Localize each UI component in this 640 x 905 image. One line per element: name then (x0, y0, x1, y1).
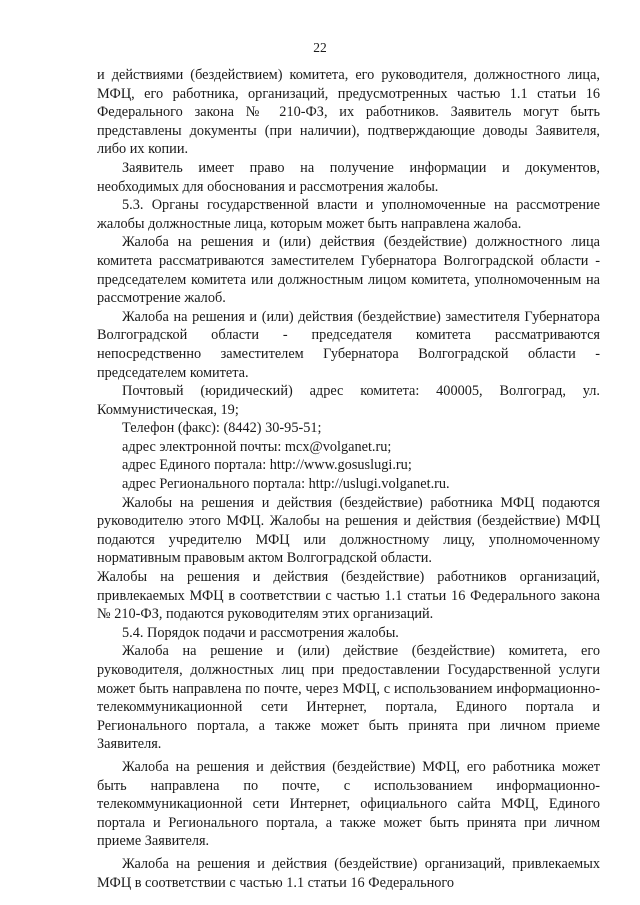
paragraph-section-5-4: 5.4. Порядок подачи и рассмотрения жалобы. (122, 624, 399, 641)
paragraph-submission-channels-committee: Жалоба на решение и (или) действие (бездействие) комитета, его руководителя, должностных лиц при предоставлении Государственной услуги может быть направлена по почте, через МФЦ, с использованием информационно-телекоммуникационной сети Интернет, портала, Единого портала и Регионального портала, а также может быть принята при личном приеме Заявителя. (97, 643, 600, 753)
paragraph-postal-address: Почтовый (юридический) адрес комитета: 400005, Волгоград, ул. Коммунистическая, 19; (97, 383, 600, 418)
paragraph-email: адрес электронной почты: mcx@volganet.ru; (122, 438, 392, 455)
paragraph-section-5-3: 5.3. Органы государственной власти и уполномоченные на рассмотрение жалобы должностные лица, которым может быть направлена жалоба. (97, 197, 600, 232)
paragraph-organization-complaints: Жалобы на решения и действия (бездействие) работников организаций, привлекаемых МФЦ в соответствии с частью 1.1 статьи 16 Федерального закона № 210-ФЗ, подаются руководителям этих организаций. (97, 569, 600, 623)
paragraph-mfc-worker-complaints: Жалобы на решения и действия (бездействие) работника МФЦ подаются руководителю этого МФЦ. Жалобы на решения и действия (бездействие) МФЦ подаются учредителю МФЦ или должностному лицу, уполномоченному нормативным правовым актом Волгоградской области. (97, 494, 600, 567)
paragraph-complaint-grounds-continued: и действиями (бездействием) комитета, его руководителя, должностного лица, МФЦ, его работника, организаций, предусмотренных частью 1.1 статьи 16 Федерального закона № 210-ФЗ, их работников. Заявитель могут быть представлены документы (при наличии), подтверждающие доводы Заявителя, либо их копии. (97, 67, 600, 158)
paragraph-submission-channels-mfc: Жалоба на решения и действия (бездействие) МФЦ, его работника может быть направлена по почте, с использованием информационно-телекоммуникационной сети Интернет, официального сайта МФЦ, Единого портала и Регионального портала, а также может быть принята при личном приеме Заявителя. (97, 758, 600, 850)
page-body (97, 66, 600, 892)
paragraph-regional-portal: адрес Регионального портала: http://uslugi.volganet.ru. (122, 476, 450, 493)
page-number: 22 (313, 40, 327, 55)
paragraph-unified-portal: адрес Единого портала: http://www.gosuslugi.ru; (122, 457, 412, 474)
paragraph-phone-fax: Телефон (факс): (8442) 30-95-51; (122, 420, 322, 437)
paragraph-committee-official-complaint: Жалоба на решения и (или) действия (бездействие) должностного лица комитета рассматриваются заместителем Губернатора Волгоградской области - председателем комитета или должностным лицом комитета, уполномоченным на рассмотрение жалоб. (97, 234, 600, 307)
paragraph-submission-channels-organizations: Жалоба на решения и действия (бездействие) организаций, привлекаемых МФЦ в соответствии с частью 1.1 статьи 16 Федерального (97, 855, 600, 891)
paragraph-deputy-governor-complaint: Жалоба на решения и (или) действия (бездействие) заместителя Губернатора Волгоградской области - председателя комитета рассматриваются непосредственно заместителем Губернатора Волгоградской области - председателем комитета. (97, 308, 600, 381)
paragraph-applicant-rights: Заявитель имеет право на получение информации и документов, необходимых для обоснования и рассмотрения жалобы. (97, 159, 600, 195)
